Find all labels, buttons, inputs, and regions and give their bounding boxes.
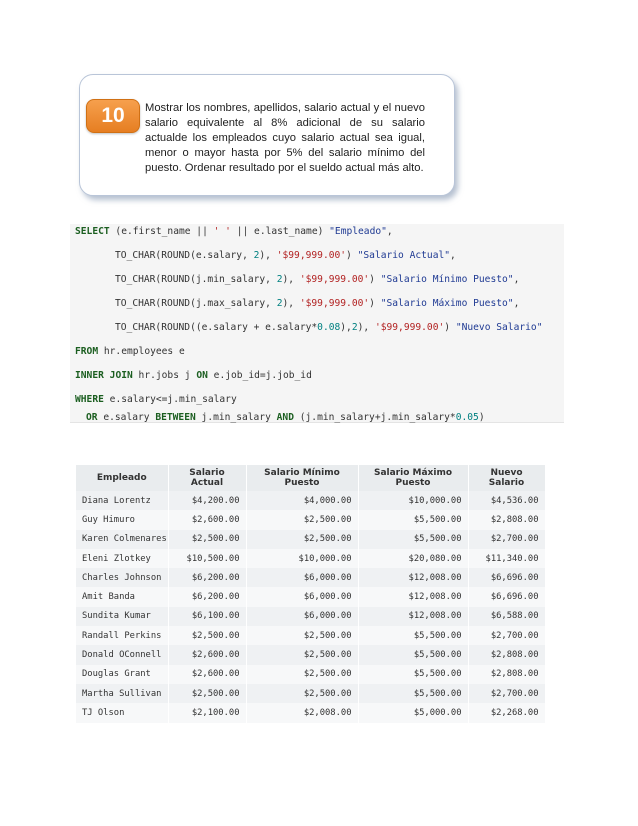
cell-salario-maximo: $5,500.00 xyxy=(358,665,468,684)
cell-salario-minimo: $2,500.00 xyxy=(246,645,358,664)
header-salario-maximo: Salario Máximo Puesto xyxy=(358,465,468,491)
cell-empleado: Douglas Grant xyxy=(76,665,168,684)
cell-salario-actual: $2,100.00 xyxy=(168,703,246,722)
cell-salario-minimo: $10,000.00 xyxy=(246,549,358,568)
header-salario-actual: Salario Actual xyxy=(168,465,246,491)
cell-nuevo-salario: $2,700.00 xyxy=(468,626,545,645)
cell-empleado: Sundita Kumar xyxy=(76,607,168,626)
table-row xyxy=(76,626,545,645)
cell-salario-minimo: $2,500.00 xyxy=(246,684,358,703)
cell-salario-maximo: $5,500.00 xyxy=(358,626,468,645)
code-line-9: OR e.salary BETWEEN j.min_salary AND (j.min_salary+j.min_salary*0.05) xyxy=(86,412,485,423)
cell-salario-minimo: $6,000.00 xyxy=(246,607,358,626)
cell-salario-actual: $10,500.00 xyxy=(168,549,246,568)
cell-salario-actual: $2,600.00 xyxy=(168,645,246,664)
cell-salario-actual: $4,200.00 xyxy=(168,491,246,510)
cell-nuevo-salario: $2,808.00 xyxy=(468,665,545,684)
cell-salario-actual: $2,500.00 xyxy=(168,626,246,645)
cell-salario-minimo: $6,000.00 xyxy=(246,568,358,587)
sql-code-block xyxy=(70,224,564,423)
cell-salario-maximo: $20,080.00 xyxy=(358,549,468,568)
table-row xyxy=(76,645,545,664)
cell-empleado: Amit Banda xyxy=(76,587,168,606)
cell-nuevo-salario: $6,696.00 xyxy=(468,587,545,606)
cell-salario-minimo: $4,000.00 xyxy=(246,491,358,510)
cell-salario-actual: $2,600.00 xyxy=(168,510,246,529)
cell-salario-actual: $6,200.00 xyxy=(168,587,246,606)
cell-nuevo-salario: $2,808.00 xyxy=(468,645,545,664)
code-line-8: WHERE e.salary<=j.min_salary xyxy=(75,394,237,405)
cell-salario-minimo: $2,500.00 xyxy=(246,626,358,645)
cell-empleado: Randall Perkins xyxy=(76,626,168,645)
cell-empleado: TJ Olson xyxy=(76,703,168,722)
table-row xyxy=(76,703,545,722)
cell-nuevo-salario: $6,696.00 xyxy=(468,568,545,587)
cell-nuevo-salario: $2,700.00 xyxy=(468,684,545,703)
cell-empleado: Donald OConnell xyxy=(76,645,168,664)
cell-empleado: Guy Himuro xyxy=(76,510,168,529)
header-empleado: Empleado xyxy=(76,465,168,491)
table-row xyxy=(76,665,545,684)
code-line-5: TO_CHAR(ROUND((e.salary + e.salary*0.08),2), '$99,999.00') "Nuevo Salario" xyxy=(115,322,543,333)
cell-salario-minimo: $2,500.00 xyxy=(246,510,358,529)
table-row xyxy=(76,607,545,626)
cell-salario-minimo: $6,000.00 xyxy=(246,587,358,606)
cell-salario-maximo: $5,000.00 xyxy=(358,703,468,722)
header-nuevo-salario: Nuevo Salario xyxy=(468,465,545,491)
cell-empleado: Charles Johnson xyxy=(76,568,168,587)
code-line-4: TO_CHAR(ROUND(j.max_salary, 2), '$99,999.00') "Salario Máximo Puesto", xyxy=(115,298,520,309)
table-row xyxy=(76,568,545,587)
cell-empleado: Eleni Zlotkey xyxy=(76,549,168,568)
code-line-3: TO_CHAR(ROUND(j.min_salary, 2), '$99,999.00') "Salario Mínimo Puesto", xyxy=(115,274,520,285)
cell-salario-actual: $2,600.00 xyxy=(168,665,246,684)
cell-salario-maximo: $5,500.00 xyxy=(358,530,468,549)
cell-nuevo-salario: $6,588.00 xyxy=(468,607,545,626)
table-row xyxy=(76,684,545,703)
cell-salario-minimo: $2,500.00 xyxy=(246,665,358,684)
exercise-instructions: Mostrar los nombres, apellidos, salario actual y el nuevo salario equivalente al 8% adicional de su salario actualde los empleados cuyo salario actual sea igual, menor o mayor hasta por 5% del salario mínimo del puesto. Ordenar resultado por el sueldo actual más alto. xyxy=(145,102,425,174)
cell-salario-minimo: $2,008.00 xyxy=(246,703,358,722)
cell-salario-actual: $2,500.00 xyxy=(168,684,246,703)
code-line-1: SELECT (e.first_name || ' ' || e.last_name) "Empleado", xyxy=(75,226,393,237)
cell-nuevo-salario: $2,808.00 xyxy=(468,510,545,529)
cell-nuevo-salario: $11,340.00 xyxy=(468,549,545,568)
cell-nuevo-salario: $2,268.00 xyxy=(468,703,545,722)
cell-empleado: Karen Colmenares xyxy=(76,530,168,549)
cell-salario-maximo: $5,500.00 xyxy=(358,645,468,664)
code-line-2: TO_CHAR(ROUND(e.salary, 2), '$99,999.00') "Salario Actual", xyxy=(115,250,456,261)
cell-salario-actual: $2,500.00 xyxy=(168,530,246,549)
table-row xyxy=(76,510,545,529)
cell-empleado: Diana Lorentz xyxy=(76,491,168,510)
cell-salario-maximo: $5,500.00 xyxy=(358,510,468,529)
exercise-number-badge: 10 xyxy=(86,99,140,133)
code-line-6: FROM hr.employees e xyxy=(75,346,185,357)
cell-salario-actual: $6,200.00 xyxy=(168,568,246,587)
result-table xyxy=(76,465,545,727)
cell-salario-maximo: $12,008.00 xyxy=(358,607,468,626)
cell-empleado: Martha Sullivan xyxy=(76,684,168,703)
table-row xyxy=(76,549,545,568)
cell-salario-maximo: $12,008.00 xyxy=(358,587,468,606)
cell-salario-maximo: $5,500.00 xyxy=(358,684,468,703)
cell-salario-actual: $6,100.00 xyxy=(168,607,246,626)
cell-nuevo-salario: $2,700.00 xyxy=(468,530,545,549)
cell-salario-maximo: $12,008.00 xyxy=(358,568,468,587)
cell-nuevo-salario: $4,536.00 xyxy=(468,491,545,510)
cell-salario-minimo: $2,500.00 xyxy=(246,530,358,549)
table-header-row xyxy=(76,465,545,491)
table-row xyxy=(76,491,545,510)
table-row xyxy=(76,587,545,606)
cell-salario-maximo: $10,000.00 xyxy=(358,491,468,510)
header-salario-minimo: Salario Mínimo Puesto xyxy=(246,465,358,491)
table-row xyxy=(76,530,545,549)
code-line-7: INNER JOIN hr.jobs j ON e.job_id=j.job_id xyxy=(75,370,312,381)
